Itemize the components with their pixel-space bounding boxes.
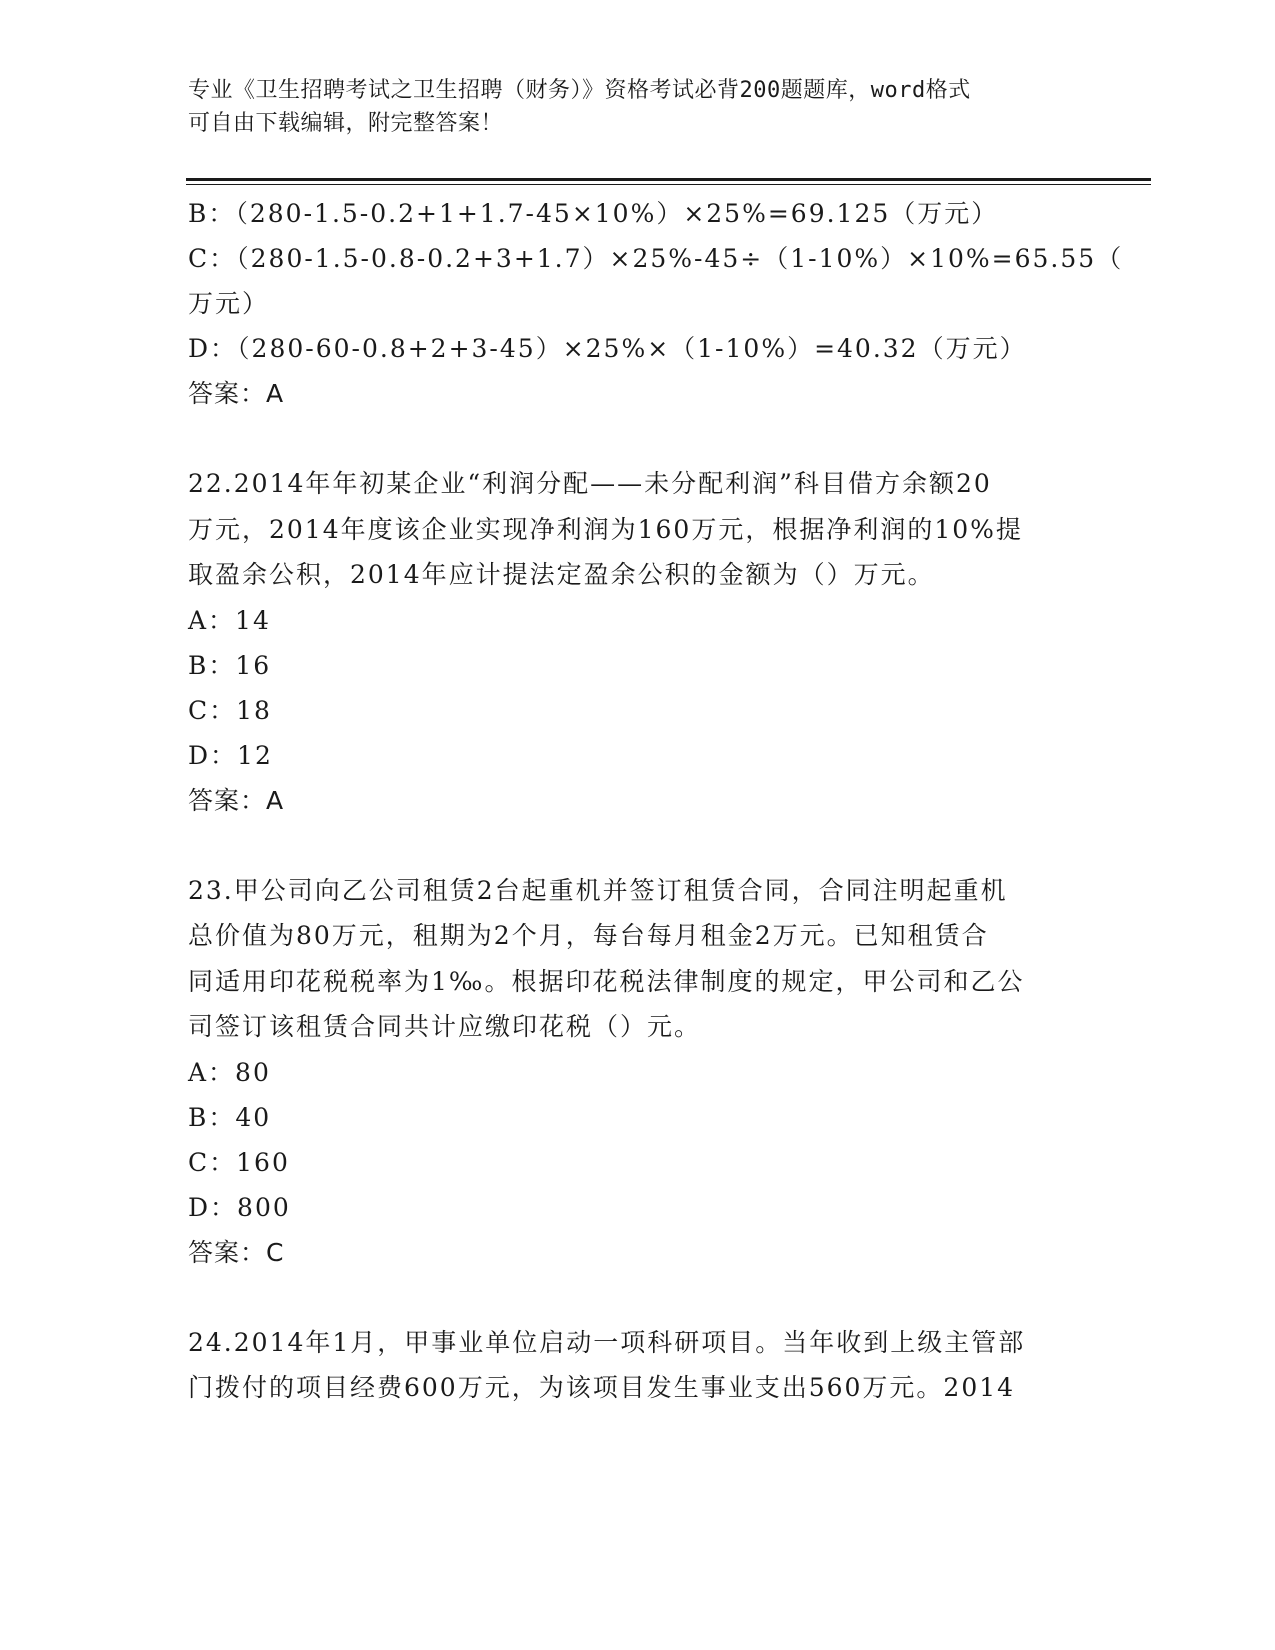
question-22 [188,461,1078,823]
option-a: A：14 [188,605,271,635]
question-stem-line: 同适用印花税税率为1‰。根据印花税法律制度的规定，甲公司和乙公 [188,966,1025,996]
option-d: D：12 [188,740,273,770]
question-stem-line: 门拨付的项目经费600万元，为该项目发生事业支出560万元。2014 [188,1373,1016,1402]
option-b: B：40 [188,1102,272,1132]
question-stem-line: 取盈余公积，2014年应计提法定盈余公积的金额为（）万元。 [188,560,935,589]
question-21-continued [188,191,1124,416]
option-b: B：（280-1.5-0.2+1+1.7-45×10%）×25%=69.125（万元） [188,199,999,228]
question-stem-line: 23.甲公司向乙公司租赁2台起重机并签订租赁合同，合同注明起重机 [188,875,1008,905]
option-d: D：800 [188,1192,291,1222]
option-c: C：18 [188,695,272,725]
question-23 [188,868,1078,1275]
document-body [188,191,1124,1411]
answer-23: 答案：C [188,1237,285,1267]
question-stem-line: 24.2014年1月，甲事业单位启动一项科研项目。当年收到上级主管部 [188,1327,1026,1357]
question-stem-line: 万元，2014年度该企业实现净利润为160万元，根据净利润的10%提 [188,514,1023,544]
option-c: C：（280-1.5-0.8-0.2+3+1.7）×25%-45÷（1-10%）×10%=65.55（ [188,244,1124,273]
question-stem-line: 总价值为80万元，租期为2个月，每台每月租金2万元。已知租赁合 [188,921,989,950]
option-d: D：（280-60-0.8+2+3-45）×25%×（1-10%）=40.32（万元） [188,334,1027,363]
question-24 [188,1320,1078,1411]
option-b: B：16 [188,650,272,680]
option-c: C：160 [188,1147,290,1177]
answer-21: 答案：A [188,379,285,408]
document-header [188,74,1068,140]
header-rule-thin [186,184,1151,185]
option-c-wrap: 万元） [188,289,270,318]
option-a: A：80 [188,1057,271,1087]
header-rule-thick [186,178,1151,181]
answer-22: 答案：A [188,785,285,815]
question-stem-line: 22.2014年年初某企业“利润分配——未分配利润”科目借方余额20 [188,469,992,498]
question-stem-line: 司签订该租赁合同共计应缴印花税（）元。 [188,1012,702,1041]
header-line-2: 可自由下载编辑，附完整答案！ [188,111,504,136]
header-line-1: 专业《卫生招聘考试之卫生招聘（财务）》资格考试必背200题题库，word格式 [188,78,971,103]
